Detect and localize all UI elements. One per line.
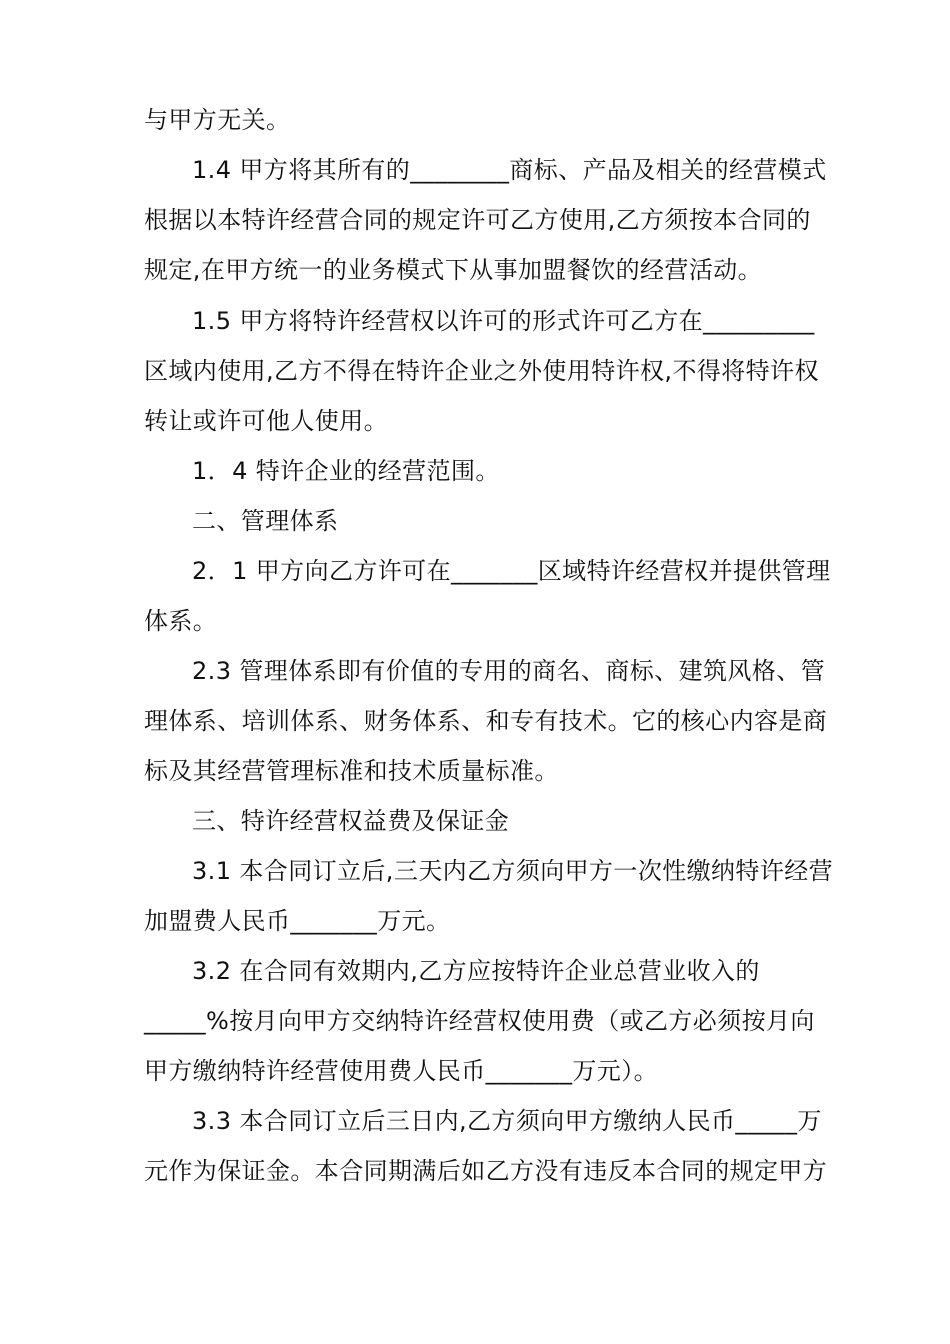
text-line-21: 3.3 本合同订立后三日内,乙方须向甲方缴纳人民币_____万 <box>192 1107 822 1135</box>
text-line-8: 1．4 特许企业的经营范围。 <box>192 457 500 485</box>
text-line-20: 甲方缴纳特许经营使用费人民币_______万元）。 <box>144 1057 658 1085</box>
text-line-14: 标及其经营管理标准和技术质量标准。 <box>144 757 559 785</box>
text-line-11: 体系。 <box>144 607 218 635</box>
section-heading-3: 三、特许经营权益费及保证金 <box>192 807 510 835</box>
text-line-6: 区域内使用,乙方不得在特许企业之外使用特许权,不得将特许权 <box>144 357 819 385</box>
text-line-10: 2．1 甲方向乙方许可在_______区域特许经营权并提供管理 <box>192 557 831 585</box>
text-line-2: 1.4 甲方将其所有的________商标、产品及相关的经营模式 <box>192 156 827 184</box>
text-line-13: 理体系、培训体系、财务体系、和专有技术。它的核心内容是商 <box>144 707 828 735</box>
text-line-22: 元作为保证金。本合同期满后如乙方没有违反本合同的规定甲方 <box>144 1157 828 1185</box>
text-line-5: 1.5 甲方将特许经营权以许可的形式许可乙方在_________ <box>192 307 815 335</box>
text-line-12: 2.3 管理体系即有价值的专用的商名、商标、建筑风格、管 <box>192 657 825 685</box>
text-line-4: 规定,在甲方统一的业务模式下从事加盟餐饮的经营活动。 <box>144 256 763 284</box>
text-line-18: 3.2 在合同有效期内,乙方应按特许企业总营业收入的 <box>192 957 760 985</box>
text-line-19: _____%按月向甲方交纳特许经营权使用费（或乙方必须按月向 <box>144 1007 815 1035</box>
text-line-17: 加盟费人民币_______万元。 <box>144 907 451 935</box>
section-heading-2: 二、管理体系 <box>192 507 339 535</box>
text-line-7: 转让或许可他人使用。 <box>144 407 388 435</box>
text-line-3: 根据以本特许经营合同的规定许可乙方使用,乙方须按本合同的 <box>144 206 811 234</box>
text-line-16: 3.1 本合同订立后,三天内乙方须向甲方一次性缴纳特许经营 <box>192 857 834 885</box>
text-line-1: 与甲方无关。 <box>144 106 291 134</box>
